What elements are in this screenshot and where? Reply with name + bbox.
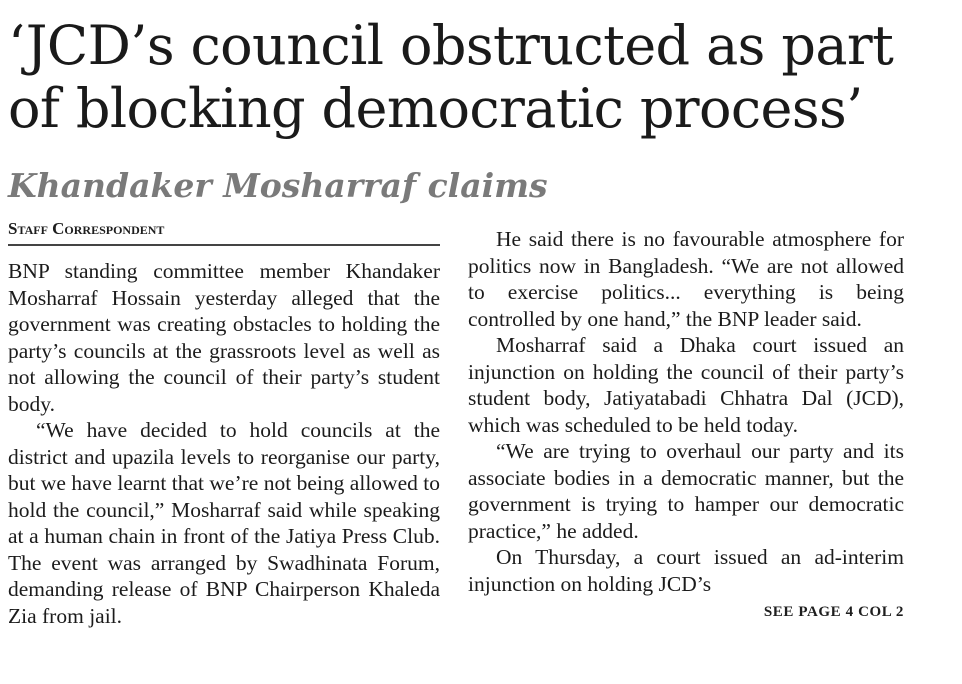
- continuation-note: SEE PAGE 4 COL 2: [763, 604, 904, 620]
- paragraph-6: On Thursday, a court issued an ad-interim injunction on holding JCD’s: [468, 545, 904, 596]
- paragraph-3: He said there is no favourable atmosphere for politics now in Bangladesh. “We are not allowed to exercise politics... everything is being controlled by one hand,” the BNP leader said.: [468, 227, 904, 331]
- subheadline: Khandaker Mosharraf claims: [8, 166, 548, 205]
- article-column-right: [468, 226, 904, 626]
- paragraph-5: “We are trying to overhaul our party and its associate bodies in a democratic manner, but the government is trying to hamper our democratic practice,” he added.: [468, 439, 904, 543]
- paragraph-1: BNP standing committee member Khandaker Mosharraf Hossain yesterday alleged that the government was creating obstacles to holding the party’s councils at the grassroots level as well as not allowing the council of their party’s student body.: [8, 259, 440, 416]
- headline: [8, 14, 956, 140]
- paragraph-4: Mosharraf said a Dhaka court issued an injunction on holding the council of their party’s student body, Jatiyatabadi Chhatra Dal (JCD), which was scheduled to be held today.: [468, 333, 904, 437]
- headline-line-2: of blocking democratic process’: [8, 77, 863, 140]
- paragraph-2: “We have decided to hold councils at the district and upazila levels to reorganise our party, but we have learnt that we’re not being allowed to hold the council,” Mosharraf said while speaking at a human chain in front of the Jatiya Press Club. The event was arranged by Swadhinata Forum, demanding release of BNP Chairperson Khaleda Zia from jail.: [8, 418, 440, 628]
- article-column-left: [8, 258, 440, 629]
- byline: Staff Correspondent: [8, 218, 440, 246]
- headline-line-1: ‘JCD’s council obstructed as part: [8, 14, 894, 77]
